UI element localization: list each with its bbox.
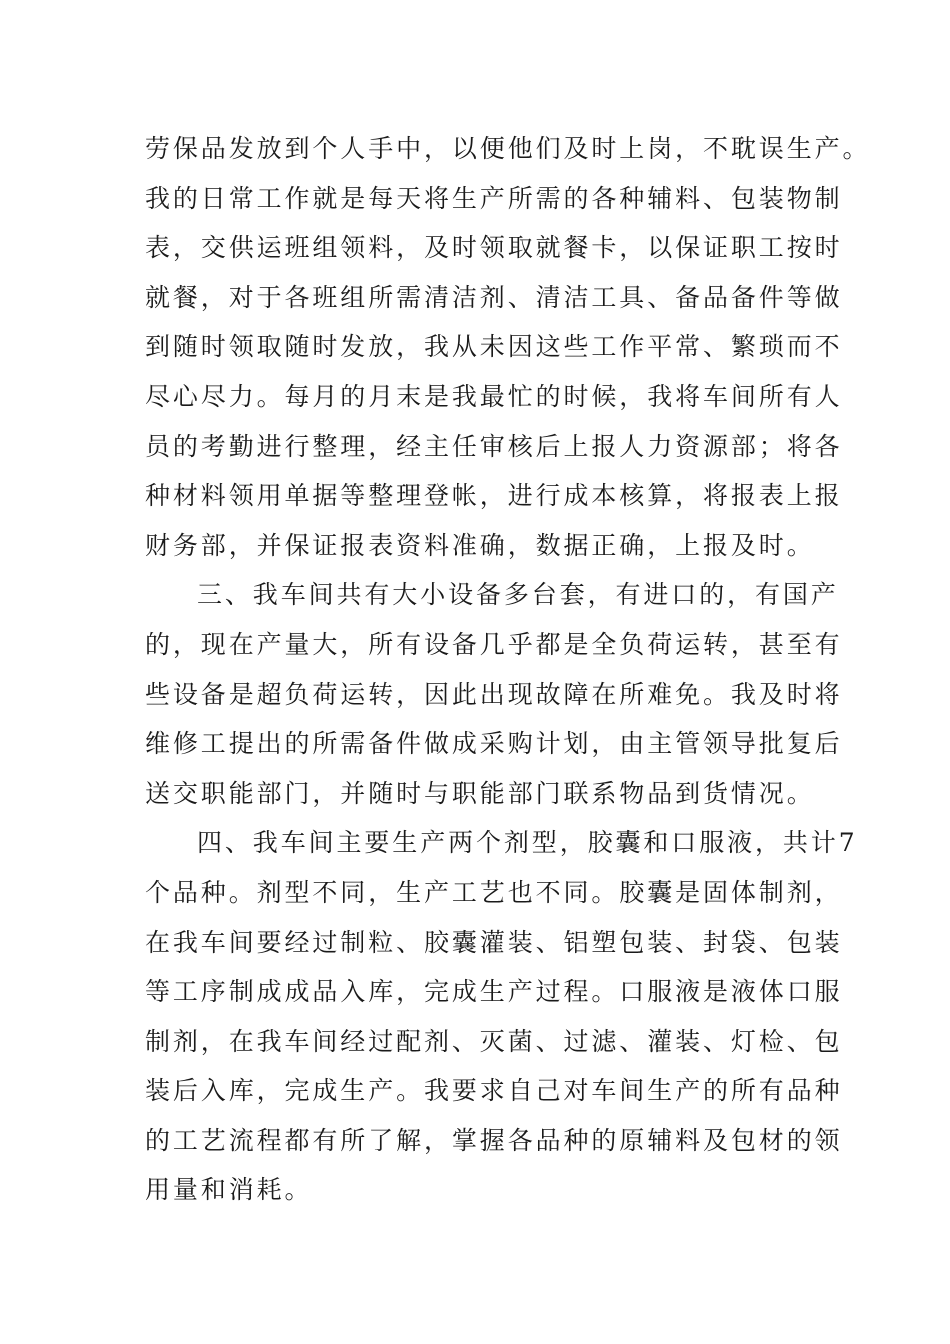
text-line: 劳保品发放到个人手中，以便他们及时上岗，不耽误生产。 <box>145 134 871 163</box>
text-line: 维修工提出的所需备件做成采购计划，由主管领导批复后 <box>145 729 843 759</box>
text-line: 些设备是超负荷运转，因此出现故障在所难免。我及时将 <box>145 679 843 709</box>
text-line: 装后入库，完成生产。我要求自己对车间生产的所有品种 <box>145 1076 843 1106</box>
body-text <box>145 124 871 1215</box>
text-line: 我的日常工作就是每天将生产所需的各种辅料、包装物制 <box>145 183 843 213</box>
text-line: 表，交供运班组领料，及时领取就餐卡，以保证职工按时 <box>145 233 843 263</box>
text-line: 制剂，在我车间经过配剂、灭菌、过滤、灌装、灯检、包 <box>145 1026 843 1056</box>
paragraph-start-line: 三、我车间共有大小设备多台套，有进口的，有国产 <box>197 580 839 610</box>
text-line: 的工艺流程都有所了解，掌握各品种的原辅料及包材的领 <box>145 1125 843 1155</box>
text-line: 员的考勤进行整理，经主任审核后上报人力资源部；将各 <box>145 431 843 461</box>
paragraph-start-line: 四、我车间主要生产两个剂型，胶囊和口服液，共计7 <box>197 828 858 858</box>
text-line: 送交职能部门，并随时与职能部门联系物品到货情况。 <box>145 778 815 808</box>
text-line: 的，现在产量大，所有设备几乎都是全负荷运转，甚至有 <box>145 629 843 659</box>
text-line: 个品种。剂型不同，生产工艺也不同。胶囊是固体制剂， <box>145 877 843 907</box>
text-line: 种材料领用单据等整理登帐，进行成本核算，将报表上报 <box>145 481 843 511</box>
text-line: 尽心尽力。每月的月末是我最忙的时候，我将车间所有人 <box>145 381 843 411</box>
text-line: 财务部，并保证报表资料准确，数据正确，上报及时。 <box>145 530 815 560</box>
text-line: 用量和消耗。 <box>145 1175 313 1205</box>
text-line: 在我车间要经过制粒、胶囊灌装、铝塑包装、封袋、包装 <box>145 927 843 957</box>
text-line: 就餐，对于各班组所需清洁剂、清洁工具、备品备件等做 <box>145 282 843 312</box>
text-line: 等工序制成成品入库，完成生产过程。口服液是液体口服 <box>145 977 843 1007</box>
text-line: 到随时领取随时发放，我从未因这些工作平常、繁琐而不 <box>145 332 843 362</box>
